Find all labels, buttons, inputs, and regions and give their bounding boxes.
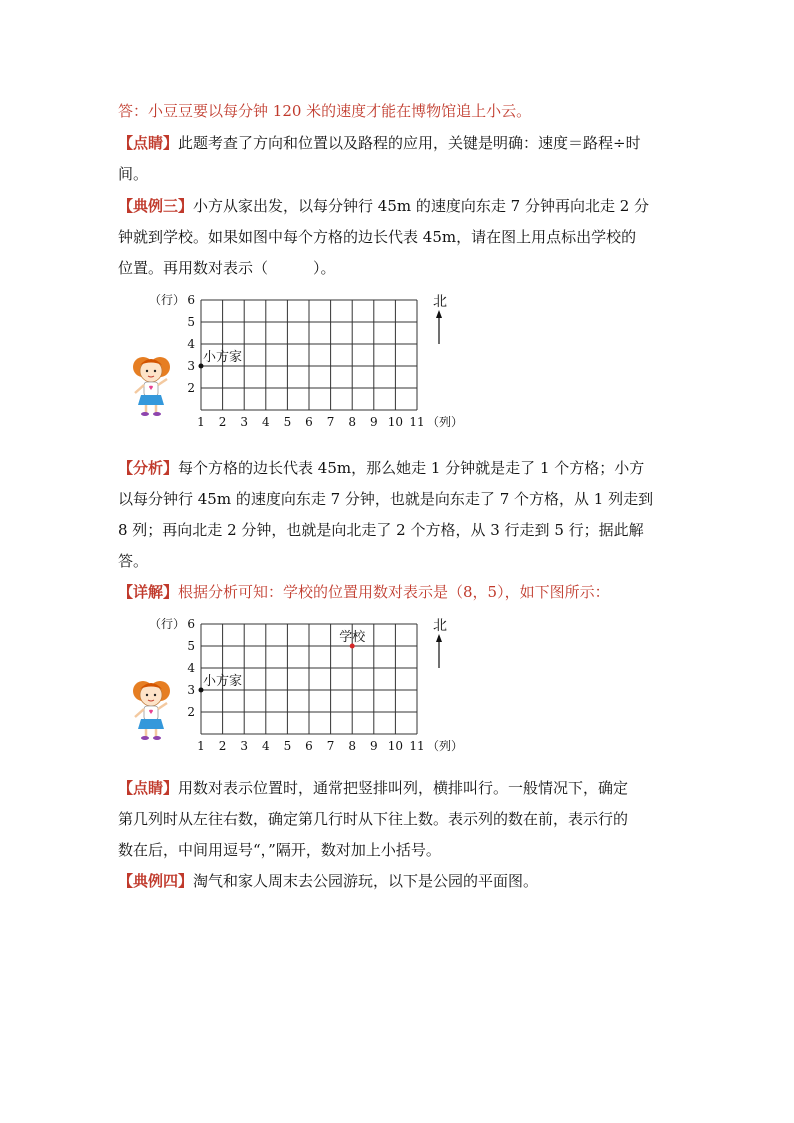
col-tick-label: 6 [305, 739, 313, 753]
col-tick-label: 8 [348, 415, 357, 429]
row-tick-label: 3 [187, 683, 195, 697]
tip2-line1 [118, 778, 628, 798]
row-tick-label: 5 [187, 315, 195, 329]
col-axis-label: （列） [427, 739, 464, 753]
col-tick-label: 2 [218, 415, 227, 429]
col-tick-label: 4 [261, 739, 270, 753]
example3-text1: 小方从家出发，以每分钟行 45m 的速度向东走 7 分钟再向北走 2 分 [193, 197, 650, 215]
coordinate-grid-2 [115, 614, 475, 764]
row-tick-label: 5 [187, 639, 195, 653]
col-tick-label: 10 [387, 739, 404, 753]
col-tick-label: 4 [261, 415, 270, 429]
col-axis-label: （列） [427, 415, 464, 429]
col-tick-label: 5 [283, 739, 292, 753]
answer-line: 答：小豆豆要以每分钟 120 米的速度才能在博物馆追上小云。 [118, 102, 532, 120]
row-tick-label: 2 [187, 381, 195, 395]
col-tick-label: 7 [326, 415, 335, 429]
row-tick-label: 2 [187, 705, 195, 719]
tip2-line3: 数在后，中间用逗号“，”隔开，数对加上小括号。 [118, 841, 441, 859]
example3-line1 [118, 196, 649, 216]
coordinate-grid-1 [115, 290, 475, 440]
col-tick-label: 1 [197, 415, 205, 429]
col-tick-label: 3 [240, 415, 249, 429]
col-tick-label: 2 [218, 739, 227, 753]
col-tick-label: 8 [348, 739, 357, 753]
row-tick-label: 6 [187, 293, 195, 307]
col-tick-label: 1 [197, 739, 205, 753]
north-arrowhead-icon [436, 310, 442, 318]
north-label: 北 [433, 618, 447, 634]
col-tick-label: 9 [369, 415, 378, 429]
analysis-line1 [118, 458, 644, 478]
example4-line [118, 871, 538, 891]
detail-text: 根据分析可知：学校的位置用数对表示是（8，5），如下图所示： [178, 583, 610, 601]
tip2-tag: 【点睛】 [118, 779, 179, 797]
col-tick-label: 9 [369, 739, 378, 753]
col-tick-label: 10 [387, 415, 404, 429]
row-axis-label: （行） [148, 293, 185, 307]
example4-tag: 【典例四】 [118, 872, 194, 890]
tip1-text1: 此题考查了方向和位置以及路程的应用，关键是明确：速度＝路程÷时 [178, 134, 641, 152]
col-tick-label: 7 [326, 739, 335, 753]
north-label: 北 [433, 294, 447, 310]
tip2-line2: 第几列时从左往右数，确定第几行时从下往上数。表示列的数在前，表示行的 [118, 810, 629, 828]
home-label: 小方家 [203, 350, 243, 365]
girl-cartoon-icon [133, 357, 170, 416]
tip1-line1 [118, 133, 641, 153]
row-tick-label: 6 [187, 617, 195, 631]
analysis-text1: 每个方格的边长代表 45m，那么她走 1 分钟就是走了 1 个方格；小方 [178, 459, 645, 477]
row-axis-label: （行） [148, 617, 185, 631]
school-label: 学校 [339, 630, 366, 645]
tip1-tag: 【点睛】 [118, 134, 179, 152]
row-tick-label: 4 [187, 337, 195, 351]
analysis-line2: 以每分钟行 45m 的速度向东走 7 分钟，也就是向东走了 7 个方格，从 1 列走到 [118, 490, 654, 508]
analysis-line3: 8 列；再向北走 2 分钟，也就是向北走了 2 个方格，从 3 行走到 5 行；据此解 [118, 521, 644, 539]
north-arrowhead-icon [436, 634, 442, 642]
analysis-line4: 答。 [118, 552, 149, 570]
example3-tag: 【典例三】 [118, 197, 194, 215]
tip2-text1: 用数对表示位置时，通常把竖排叫列，横排叫行。一般情况下，确定 [178, 779, 629, 797]
col-tick-label: 5 [283, 415, 292, 429]
col-tick-label: 11 [409, 739, 425, 753]
row-tick-label: 3 [187, 359, 195, 373]
col-tick-label: 11 [409, 415, 425, 429]
home-label: 小方家 [203, 674, 243, 689]
col-tick-label: 6 [305, 415, 313, 429]
example3-line3: 位置。再用数对表示（ ）。 [118, 259, 336, 277]
example4-text: 淘气和家人周末去公园游玩，以下是公园的平面图。 [193, 872, 539, 890]
example3-line2: 钟就到学校。如果如图中每个方格的边长代表 45m，请在图上用点标出学校的 [118, 228, 637, 246]
girl-cartoon-icon [133, 681, 170, 740]
col-tick-label: 3 [240, 739, 249, 753]
detail-tag: 【详解】 [118, 583, 179, 601]
tip1-line2: 间。 [118, 165, 149, 183]
detail-line [118, 582, 610, 602]
analysis-tag: 【分析】 [118, 459, 179, 477]
row-tick-label: 4 [187, 661, 195, 675]
